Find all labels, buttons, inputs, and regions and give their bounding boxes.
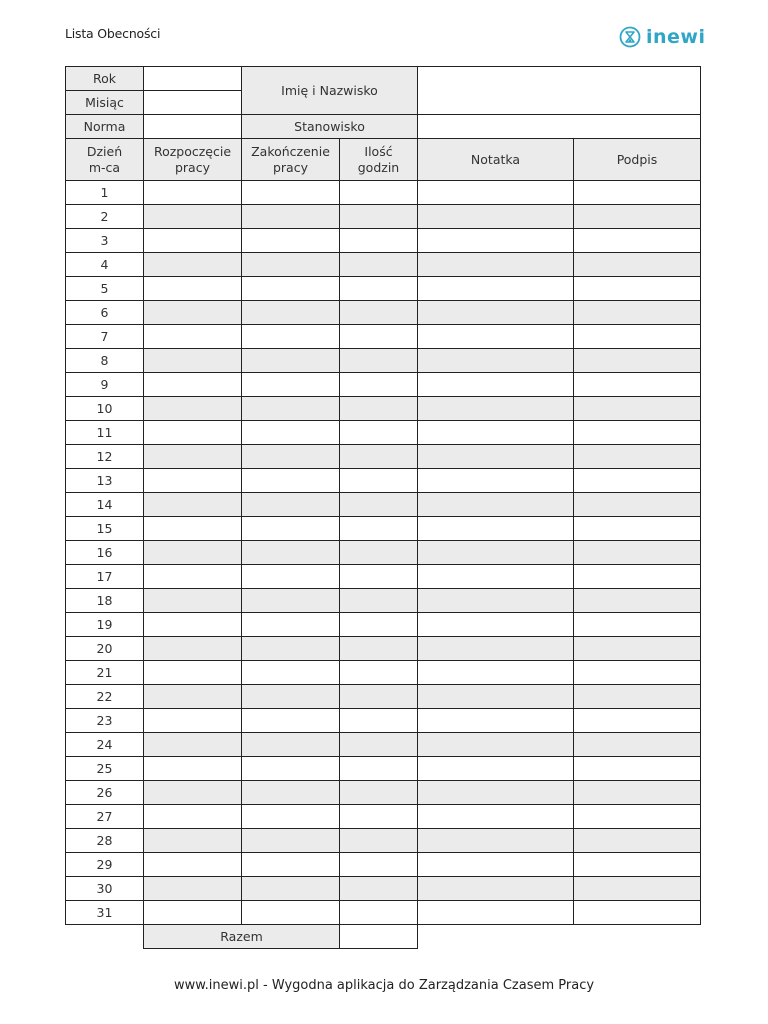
note-field[interactable] bbox=[418, 805, 574, 829]
table-row bbox=[66, 637, 701, 661]
table-row bbox=[66, 205, 701, 229]
note-field[interactable] bbox=[418, 541, 574, 565]
hourglass-circle-icon bbox=[619, 26, 641, 48]
month-label: Misiąc bbox=[66, 91, 144, 115]
hours-field[interactable] bbox=[340, 301, 418, 325]
note-field[interactable] bbox=[418, 205, 574, 229]
signature-field[interactable] bbox=[574, 349, 701, 373]
day-number: 16 bbox=[66, 541, 144, 565]
note-field[interactable] bbox=[418, 661, 574, 685]
table-row bbox=[66, 589, 701, 613]
table-row bbox=[66, 301, 701, 325]
signature-field[interactable] bbox=[574, 421, 701, 445]
start-field[interactable] bbox=[144, 325, 242, 349]
hours-field[interactable] bbox=[340, 901, 418, 925]
note-field[interactable] bbox=[418, 349, 574, 373]
end-field[interactable] bbox=[242, 781, 340, 805]
day-number: 12 bbox=[66, 445, 144, 469]
note-field[interactable] bbox=[418, 301, 574, 325]
table-row bbox=[66, 853, 701, 877]
start-field[interactable] bbox=[144, 445, 242, 469]
hours-field[interactable] bbox=[340, 229, 418, 253]
end-field[interactable] bbox=[242, 301, 340, 325]
start-field[interactable] bbox=[144, 181, 242, 205]
hours-field[interactable] bbox=[340, 829, 418, 853]
table-row bbox=[66, 181, 701, 205]
year-label: Rok bbox=[66, 67, 144, 91]
end-field[interactable] bbox=[242, 421, 340, 445]
end-field[interactable] bbox=[242, 829, 340, 853]
end-field[interactable] bbox=[242, 445, 340, 469]
norm-label: Norma bbox=[66, 115, 144, 139]
start-field[interactable] bbox=[144, 541, 242, 565]
signature-field[interactable] bbox=[574, 589, 701, 613]
col-header-hours-text: Ilość godzin bbox=[357, 143, 400, 175]
day-number: 30 bbox=[66, 877, 144, 901]
start-field[interactable] bbox=[144, 805, 242, 829]
start-field[interactable] bbox=[144, 253, 242, 277]
signature-field[interactable] bbox=[574, 517, 701, 541]
start-field[interactable] bbox=[144, 829, 242, 853]
start-field[interactable] bbox=[144, 877, 242, 901]
end-field[interactable] bbox=[242, 229, 340, 253]
hours-field[interactable] bbox=[340, 349, 418, 373]
note-field[interactable] bbox=[418, 469, 574, 493]
note-field[interactable] bbox=[418, 757, 574, 781]
hours-field[interactable] bbox=[340, 661, 418, 685]
table-row bbox=[66, 613, 701, 637]
note-field[interactable] bbox=[418, 637, 574, 661]
end-field[interactable] bbox=[242, 541, 340, 565]
start-field[interactable] bbox=[144, 661, 242, 685]
table-row bbox=[66, 373, 701, 397]
name-label: Imię i Nazwisko bbox=[242, 67, 418, 115]
inewi-logo bbox=[619, 26, 706, 48]
day-number: 13 bbox=[66, 469, 144, 493]
hours-field[interactable] bbox=[340, 709, 418, 733]
end-field[interactable] bbox=[242, 637, 340, 661]
day-number: 28 bbox=[66, 829, 144, 853]
day-number: 3 bbox=[66, 229, 144, 253]
table-row bbox=[66, 709, 701, 733]
day-number: 8 bbox=[66, 349, 144, 373]
day-number: 15 bbox=[66, 517, 144, 541]
signature-field[interactable] bbox=[574, 373, 701, 397]
day-number: 27 bbox=[66, 805, 144, 829]
table-row bbox=[66, 829, 701, 853]
signature-field[interactable] bbox=[574, 565, 701, 589]
month-field[interactable] bbox=[144, 91, 242, 115]
hours-field[interactable] bbox=[340, 565, 418, 589]
hours-field[interactable] bbox=[340, 541, 418, 565]
table-row bbox=[66, 493, 701, 517]
signature-field[interactable] bbox=[574, 757, 701, 781]
day-number: 2 bbox=[66, 205, 144, 229]
end-field[interactable] bbox=[242, 757, 340, 781]
table-row bbox=[66, 685, 701, 709]
table-row bbox=[66, 469, 701, 493]
end-field[interactable] bbox=[242, 397, 340, 421]
start-field[interactable] bbox=[144, 373, 242, 397]
start-field[interactable] bbox=[144, 397, 242, 421]
signature-field[interactable] bbox=[574, 613, 701, 637]
hours-field[interactable] bbox=[340, 517, 418, 541]
signature-field[interactable] bbox=[574, 853, 701, 877]
hours-field[interactable] bbox=[340, 685, 418, 709]
table-row bbox=[66, 277, 701, 301]
start-field[interactable] bbox=[144, 613, 242, 637]
col-header-note: Notatka bbox=[418, 139, 574, 181]
end-field[interactable] bbox=[242, 565, 340, 589]
col-header-day bbox=[66, 139, 144, 181]
end-field[interactable] bbox=[242, 325, 340, 349]
signature-field[interactable] bbox=[574, 781, 701, 805]
day-number: 1 bbox=[66, 181, 144, 205]
signature-field[interactable] bbox=[574, 277, 701, 301]
signature-field[interactable] bbox=[574, 229, 701, 253]
end-field[interactable] bbox=[242, 469, 340, 493]
hours-field[interactable] bbox=[340, 613, 418, 637]
total-hours-field[interactable] bbox=[340, 925, 418, 949]
signature-field[interactable] bbox=[574, 253, 701, 277]
hours-field[interactable] bbox=[340, 253, 418, 277]
signature-field[interactable] bbox=[574, 637, 701, 661]
signature-field[interactable] bbox=[574, 301, 701, 325]
start-field[interactable] bbox=[144, 205, 242, 229]
col-header-start: Rozpoczęcie pracy bbox=[144, 139, 242, 181]
table-row bbox=[66, 757, 701, 781]
start-field[interactable] bbox=[144, 517, 242, 541]
note-field[interactable] bbox=[418, 445, 574, 469]
day-number: 24 bbox=[66, 733, 144, 757]
col-header-hours bbox=[340, 139, 418, 181]
end-field[interactable] bbox=[242, 181, 340, 205]
table-row bbox=[66, 517, 701, 541]
signature-field[interactable] bbox=[574, 709, 701, 733]
hours-field[interactable] bbox=[340, 757, 418, 781]
day-number: 21 bbox=[66, 661, 144, 685]
end-field[interactable] bbox=[242, 517, 340, 541]
hours-field[interactable] bbox=[340, 445, 418, 469]
day-number: 17 bbox=[66, 565, 144, 589]
note-field[interactable] bbox=[418, 877, 574, 901]
table-row bbox=[66, 229, 701, 253]
day-number: 18 bbox=[66, 589, 144, 613]
table-row bbox=[66, 781, 701, 805]
logo-text: inewi bbox=[646, 26, 706, 48]
hours-field[interactable] bbox=[340, 373, 418, 397]
attendance-table bbox=[65, 66, 701, 949]
start-field[interactable] bbox=[144, 853, 242, 877]
col-header-signature: Podpis bbox=[574, 139, 701, 181]
signature-field[interactable] bbox=[574, 901, 701, 925]
hours-field[interactable] bbox=[340, 493, 418, 517]
day-number: 26 bbox=[66, 781, 144, 805]
signature-field[interactable] bbox=[574, 541, 701, 565]
table-row bbox=[66, 349, 701, 373]
hours-field[interactable] bbox=[340, 205, 418, 229]
hours-field[interactable] bbox=[340, 469, 418, 493]
start-field[interactable] bbox=[144, 637, 242, 661]
hours-field[interactable] bbox=[340, 589, 418, 613]
start-field[interactable] bbox=[144, 781, 242, 805]
end-field[interactable] bbox=[242, 205, 340, 229]
table-row bbox=[66, 877, 701, 901]
day-number: 9 bbox=[66, 373, 144, 397]
day-number: 23 bbox=[66, 709, 144, 733]
hours-field[interactable] bbox=[340, 397, 418, 421]
table-row bbox=[66, 805, 701, 829]
signature-field[interactable] bbox=[574, 181, 701, 205]
total-label: Razem bbox=[144, 925, 340, 949]
day-number: 31 bbox=[66, 901, 144, 925]
position-field[interactable] bbox=[418, 115, 701, 139]
end-field[interactable] bbox=[242, 901, 340, 925]
day-number: 10 bbox=[66, 397, 144, 421]
end-field[interactable] bbox=[242, 661, 340, 685]
day-number: 4 bbox=[66, 253, 144, 277]
hours-field[interactable] bbox=[340, 637, 418, 661]
note-field[interactable] bbox=[418, 493, 574, 517]
total-row bbox=[66, 925, 701, 949]
start-field[interactable] bbox=[144, 301, 242, 325]
note-field[interactable] bbox=[418, 853, 574, 877]
start-field[interactable] bbox=[144, 685, 242, 709]
table-row bbox=[66, 445, 701, 469]
note-field[interactable] bbox=[418, 733, 574, 757]
note-field[interactable] bbox=[418, 709, 574, 733]
start-field[interactable] bbox=[144, 901, 242, 925]
table-row bbox=[66, 565, 701, 589]
table-row bbox=[66, 901, 701, 925]
end-field[interactable] bbox=[242, 685, 340, 709]
start-field[interactable] bbox=[144, 229, 242, 253]
note-field[interactable] bbox=[418, 277, 574, 301]
name-field[interactable] bbox=[418, 67, 701, 115]
table-row bbox=[66, 733, 701, 757]
table-row bbox=[66, 325, 701, 349]
signature-field[interactable] bbox=[574, 493, 701, 517]
col-header-day-text: Dzień m-ca bbox=[86, 143, 123, 175]
day-number: 29 bbox=[66, 853, 144, 877]
signature-field[interactable] bbox=[574, 877, 701, 901]
note-field[interactable] bbox=[418, 901, 574, 925]
hours-field[interactable] bbox=[340, 781, 418, 805]
note-field[interactable] bbox=[418, 397, 574, 421]
table-row bbox=[66, 253, 701, 277]
total-spacer-right bbox=[418, 925, 701, 949]
day-number: 11 bbox=[66, 421, 144, 445]
start-field[interactable] bbox=[144, 733, 242, 757]
signature-field[interactable] bbox=[574, 661, 701, 685]
day-number: 5 bbox=[66, 277, 144, 301]
note-field[interactable] bbox=[418, 781, 574, 805]
end-field[interactable] bbox=[242, 853, 340, 877]
end-field[interactable] bbox=[242, 253, 340, 277]
col-header-end: Zakończenie pracy bbox=[242, 139, 340, 181]
start-field[interactable] bbox=[144, 589, 242, 613]
day-number: 6 bbox=[66, 301, 144, 325]
note-field[interactable] bbox=[418, 613, 574, 637]
start-field[interactable] bbox=[144, 565, 242, 589]
position-label: Stanowisko bbox=[242, 115, 418, 139]
end-field[interactable] bbox=[242, 277, 340, 301]
day-number: 14 bbox=[66, 493, 144, 517]
end-field[interactable] bbox=[242, 493, 340, 517]
signature-field[interactable] bbox=[574, 397, 701, 421]
table-row bbox=[66, 541, 701, 565]
norm-field[interactable] bbox=[144, 115, 242, 139]
hours-field[interactable] bbox=[340, 325, 418, 349]
day-number: 25 bbox=[66, 757, 144, 781]
day-number: 19 bbox=[66, 613, 144, 637]
start-field[interactable] bbox=[144, 277, 242, 301]
start-field[interactable] bbox=[144, 469, 242, 493]
start-field[interactable] bbox=[144, 349, 242, 373]
footer-text: www.inewi.pl - Wygodna aplikacja do Zarządzania Czasem Pracy bbox=[173, 978, 595, 993]
day-number: 20 bbox=[66, 637, 144, 661]
note-field[interactable] bbox=[418, 421, 574, 445]
signature-field[interactable] bbox=[574, 325, 701, 349]
note-field[interactable] bbox=[418, 565, 574, 589]
start-field[interactable] bbox=[144, 709, 242, 733]
start-field[interactable] bbox=[144, 493, 242, 517]
end-field[interactable] bbox=[242, 805, 340, 829]
day-number: 22 bbox=[66, 685, 144, 709]
signature-field[interactable] bbox=[574, 205, 701, 229]
end-field[interactable] bbox=[242, 349, 340, 373]
end-field[interactable] bbox=[242, 589, 340, 613]
note-field[interactable] bbox=[418, 253, 574, 277]
total-spacer bbox=[66, 925, 144, 949]
hours-field[interactable] bbox=[340, 877, 418, 901]
signature-field[interactable] bbox=[574, 733, 701, 757]
hours-field[interactable] bbox=[340, 181, 418, 205]
end-field[interactable] bbox=[242, 877, 340, 901]
table-row bbox=[66, 421, 701, 445]
signature-field[interactable] bbox=[574, 469, 701, 493]
hours-field[interactable] bbox=[340, 421, 418, 445]
note-field[interactable] bbox=[418, 685, 574, 709]
signature-field[interactable] bbox=[574, 445, 701, 469]
signature-field[interactable] bbox=[574, 805, 701, 829]
note-field[interactable] bbox=[418, 517, 574, 541]
note-field[interactable] bbox=[418, 829, 574, 853]
note-field[interactable] bbox=[418, 589, 574, 613]
note-field[interactable] bbox=[418, 325, 574, 349]
start-field[interactable] bbox=[144, 757, 242, 781]
start-field[interactable] bbox=[144, 421, 242, 445]
year-field[interactable] bbox=[144, 67, 242, 91]
document-title: Lista Obecności bbox=[65, 26, 161, 41]
hours-field[interactable] bbox=[340, 733, 418, 757]
day-number: 7 bbox=[66, 325, 144, 349]
note-field[interactable] bbox=[418, 181, 574, 205]
note-field[interactable] bbox=[418, 229, 574, 253]
end-field[interactable] bbox=[242, 373, 340, 397]
hours-field[interactable] bbox=[340, 277, 418, 301]
table-row bbox=[66, 397, 701, 421]
signature-field[interactable] bbox=[574, 829, 701, 853]
table-row bbox=[66, 661, 701, 685]
signature-field[interactable] bbox=[574, 685, 701, 709]
hours-field[interactable] bbox=[340, 853, 418, 877]
end-field[interactable] bbox=[242, 613, 340, 637]
end-field[interactable] bbox=[242, 709, 340, 733]
note-field[interactable] bbox=[418, 373, 574, 397]
end-field[interactable] bbox=[242, 733, 340, 757]
hours-field[interactable] bbox=[340, 805, 418, 829]
